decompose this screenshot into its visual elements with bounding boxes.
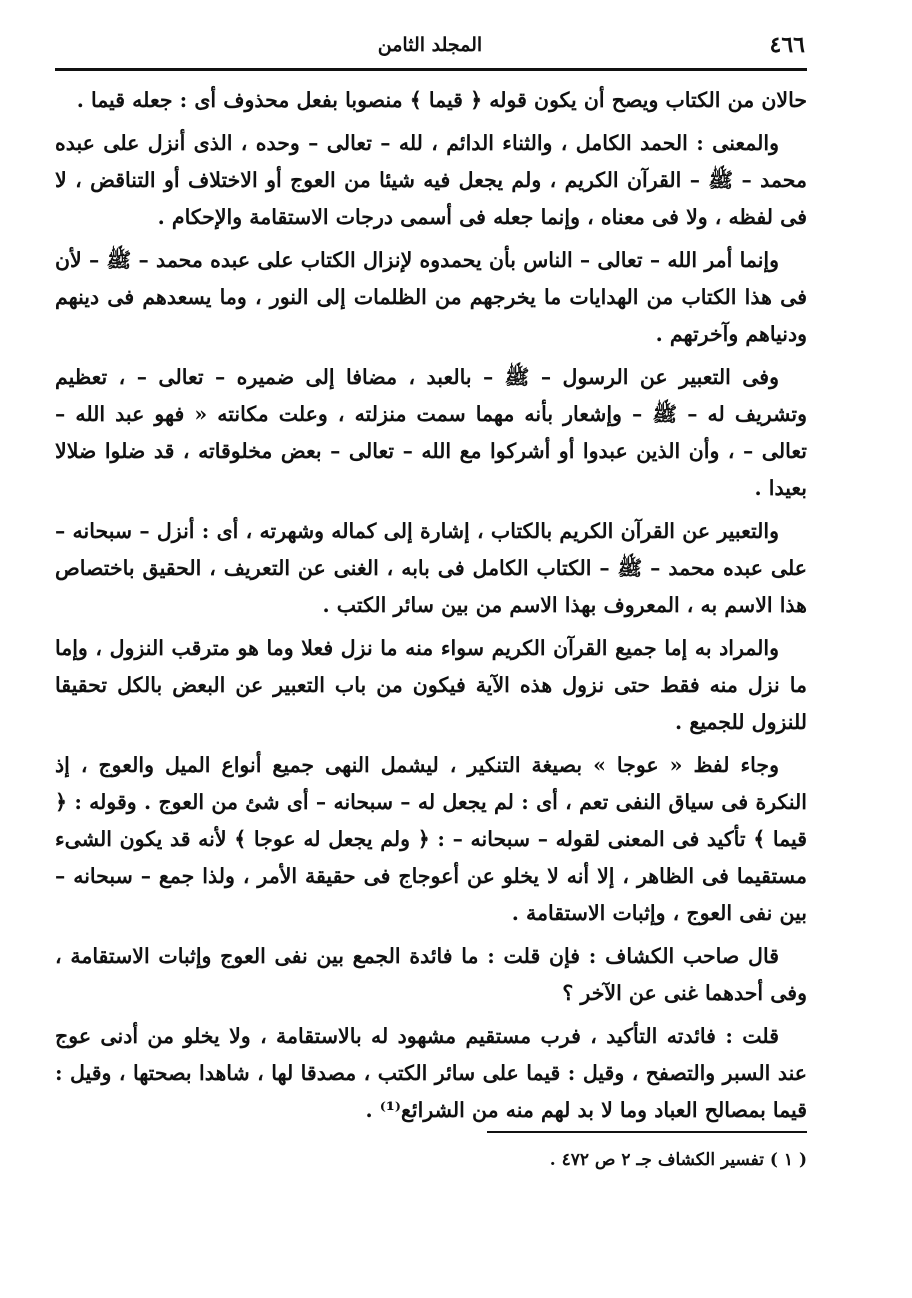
- page-number: ٤٦٦: [769, 32, 805, 58]
- paragraph: والمعنى : الحمد الكامل ، والثناء الدائم ، لله – تعالى – وحده ، الذى أنزل على عبده محمد – ﷺ – القرآن الكريم ، ولم يجعل فيه شيئا من العوج أو الاختلاف أو التناقض ، لا فى لفظه ، ولا فى معناه ، وإنما جعله فى أسمى درجات الاستقامة والإحكام .: [55, 131, 807, 229]
- footnote: ( ١ ) تفسير الكشاف جـ ٢ ص ٤٧٢ .: [549, 1150, 807, 1170]
- header-divider: [55, 68, 807, 71]
- paragraph: وإنما أمر الله – تعالى – الناس بأن يحمدوه لإنزال الكتاب على عبده محمد – ﷺ – لأن فى هذا الكتاب من الهدايات ما يخرجهم من الظلمات إلى النور ، وما يسعدهم فى دينهم ودنياهم وآخرتهم .: [55, 248, 807, 346]
- paragraph: وفى التعبير عن الرسول – ﷺ – بالعبد ، مضافا إلى ضميره – تعالى – ، تعظيم وتشريف له – ﷺ – وإشعار بأنه مهما سمت منزلته ، وعلت مكانته « فهو عبد الله – تعالى – ، وأن الذين عبدوا أو أشركوا مع الله – تعالى – بعض مخلوقاته ، قد ضلوا ضلالا بعيدا .: [55, 365, 807, 500]
- paragraph: قال صاحب الكشاف : فإن قلت : ما فائدة الجمع بين نفى العوج وإثبات الاستقامة ، وفى أحدهما غنى عن الآخر ؟: [55, 944, 807, 1005]
- paragraph: حالان من الكتاب ويصح أن يكون قوله ﴿ قيما ﴾ منصوبا بفعل محذوف أى : جعله قيما .: [76, 88, 807, 112]
- footnote-divider: [487, 1131, 807, 1133]
- body-text: [55, 82, 807, 1135]
- page-header: [55, 32, 805, 62]
- paragraph: قلت : فائدته التأكيد ، فرب مستقيم مشهود له بالاستقامة ، ولا يخلو من أدنى عوج عند السبر والتصفح ، وقيل : قيما على سائر الكتب ، مصدقا لها ، شاهدا بصحتها ، وقيل : قيما بمصالح العباد وما لا بد لهم منه من الشرائع⁽¹⁾ .: [55, 1024, 807, 1122]
- paragraph: وجاء لفظ « عوجا » بصيغة التنكير ، ليشمل النهى جميع أنواع الميل والعوج ، إذ النكرة فى سياق النفى تعم ، أى : لم يجعل له – سبحانه – أى شئ من العوج . وقوله : ﴿ قيما ﴾ تأكيد فى المعنى لقوله – سبحانه – : ﴿ ولم يجعل له عوجا ﴾ لأنه قد يكون الشىء مستقيما فى الظاهر ، إلا أنه لا يخلو عن أعوجاج فى حقيقة الأمر ، ولذا جمع – سبحانه – بين نفى العوج ، وإثبات الاستقامة .: [55, 753, 807, 925]
- paragraph: والتعبير عن القرآن الكريم بالكتاب ، إشارة إلى كماله وشهرته ، أى : أنزل – سبحانه – على عبده محمد – ﷺ – الكتاب الكامل فى بابه ، الغنى عن التعريف ، الحقيق باختصاص هذا الاسم به ، المعروف بهذا الاسم من بين سائر الكتب .: [55, 519, 807, 617]
- paragraph: والمراد به إما جميع القرآن الكريم سواء منه ما نزل فعلا وما هو مترقب النزول ، وإما ما نزل منه فقط حتى نزول هذه الآية فيكون من باب التعبير عن البعض بالكل تحقيقا للنزول للجميع .: [55, 636, 807, 734]
- volume-title: المجلد الثامن: [377, 34, 483, 56]
